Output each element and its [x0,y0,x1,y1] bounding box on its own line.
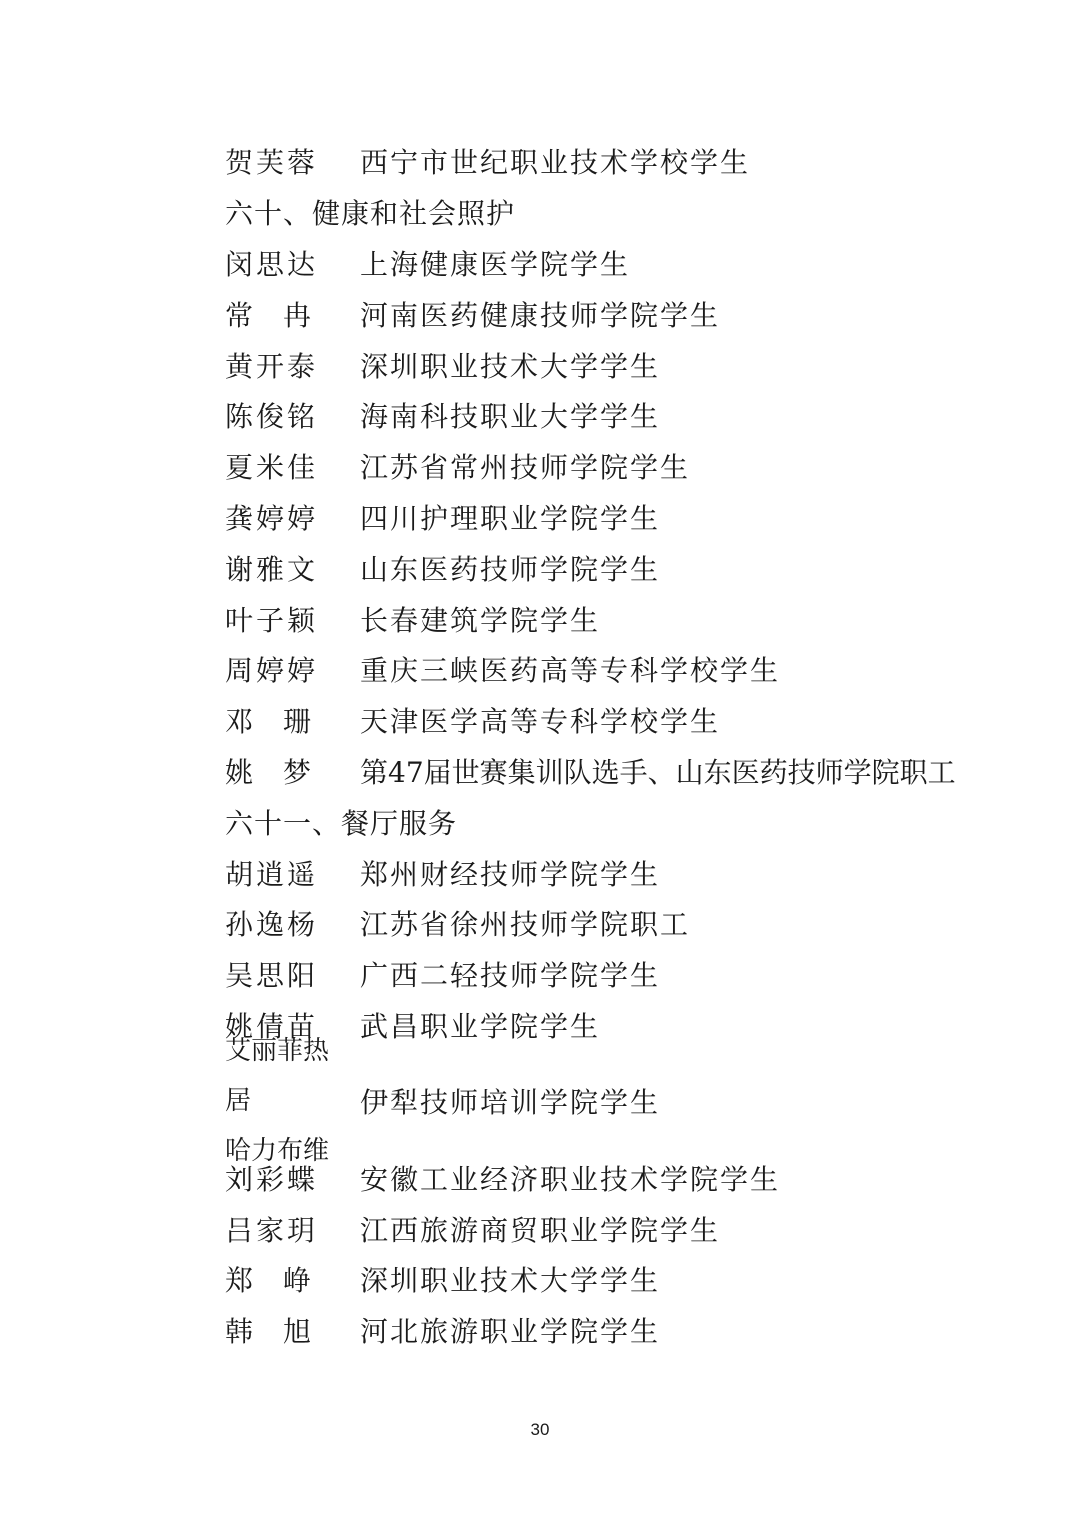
affiliation: 天津医学高等专科学校学生 [360,705,721,739]
person-name: 闵思达 [225,247,319,281]
name-char: 冉 [282,298,311,332]
person-name: 周婷婷 [225,654,319,688]
person-name: 胡逍遥 [225,857,319,891]
list-item [225,695,1045,746]
name-char: 旭 [282,1315,311,1349]
person-name [225,1259,311,1299]
person-name: 黄开泰 [225,349,319,383]
list-item [225,644,1045,695]
name-char: 邓 [225,705,254,739]
list-item [225,1254,1045,1305]
name-char: 姚 [225,755,254,789]
list-item [225,492,1045,543]
affiliation: 武昌职业学院学生 [360,1009,601,1043]
affiliation: 伊犁技师培训学院学生 [360,1086,661,1120]
list-item [225,390,1045,441]
person-name: 夏米佳 [225,451,319,485]
list-item [225,898,1045,949]
affiliation: 第47届世赛集训队选手、山东医药技师学院职工 [360,755,956,789]
list-item [225,1203,1045,1254]
list-item [225,1152,1045,1203]
list-item [225,136,1045,187]
section-heading-60: 六十、健康和社会照护 [225,197,516,231]
affiliation: 重庆三峡医药高等专科学校学生 [360,654,781,688]
affiliation: 河南医药健康技师学院学生 [360,298,721,332]
list-item [225,1036,1045,1167]
award-list [225,136,1045,1356]
person-name [225,751,311,791]
list-item [225,1305,1045,1356]
name-line: 哈力布维 [225,1136,330,1167]
affiliation: 上海健康医学院学生 [360,247,631,281]
person-name: 孙逸杨 [225,908,319,942]
person-name: 龚婷婷 [225,501,319,535]
list-item [225,847,1045,898]
person-name: 叶子颖 [225,603,319,637]
list-item [225,339,1045,390]
list-item [225,1000,1045,1051]
list-item [225,288,1045,339]
list-item [225,238,1045,289]
affiliation: 江苏省徐州技师学院职工 [360,908,691,942]
affiliation: 山东医药技师学院学生 [360,552,661,586]
person-name: 吴思阳 [225,959,319,993]
person-name [225,294,311,334]
affiliation: 四川护理职业学院学生 [360,501,661,535]
list-item [225,593,1045,644]
name-char: 郑 [225,1264,254,1298]
name-char: 珊 [282,705,311,739]
affiliation: 长春建筑学院学生 [360,603,601,637]
person-name: 刘彩蝶 [225,1162,319,1196]
affiliation: 深圳职业技术大学学生 [360,349,661,383]
name-char: 梦 [282,755,311,789]
list-item [225,949,1045,1000]
person-name: 吕家玥 [225,1213,319,1247]
affiliation: 江苏省常州技师学院学生 [360,451,691,485]
list-item [225,542,1045,593]
person-name: 谢雅文 [225,552,319,586]
person-name: 姚倩苗 [225,1009,319,1043]
affiliation: 海南科技职业大学学生 [360,400,661,434]
name-char: 常 [225,298,254,332]
person-name: 陈俊铭 [225,400,319,434]
page-number: 30 [530,1420,550,1439]
name-line: 艾丽菲热居 [225,1036,330,1117]
affiliation: 郑州财经技师学院学生 [360,857,661,891]
name-char: 峥 [282,1264,311,1298]
list-item [225,746,1045,797]
name-char: 韩 [225,1315,254,1349]
affiliation: 西宁市世纪职业技术学校学生 [360,146,751,180]
list-item [225,441,1045,492]
person-name [225,1026,343,1176]
section-heading-61: 六十一、餐厅服务 [225,806,458,840]
person-name [225,1310,311,1350]
affiliation: 江西旅游商贸职业学院学生 [360,1213,721,1247]
person-name: 贺芙蓉 [225,146,319,180]
person-name [225,700,311,740]
affiliation: 安徽工业经济职业技术学院学生 [360,1162,781,1196]
affiliation: 广西二轻技师学院学生 [360,959,661,993]
affiliation: 河北旅游职业学院学生 [360,1315,661,1349]
affiliation: 深圳职业技术大学学生 [360,1264,661,1298]
